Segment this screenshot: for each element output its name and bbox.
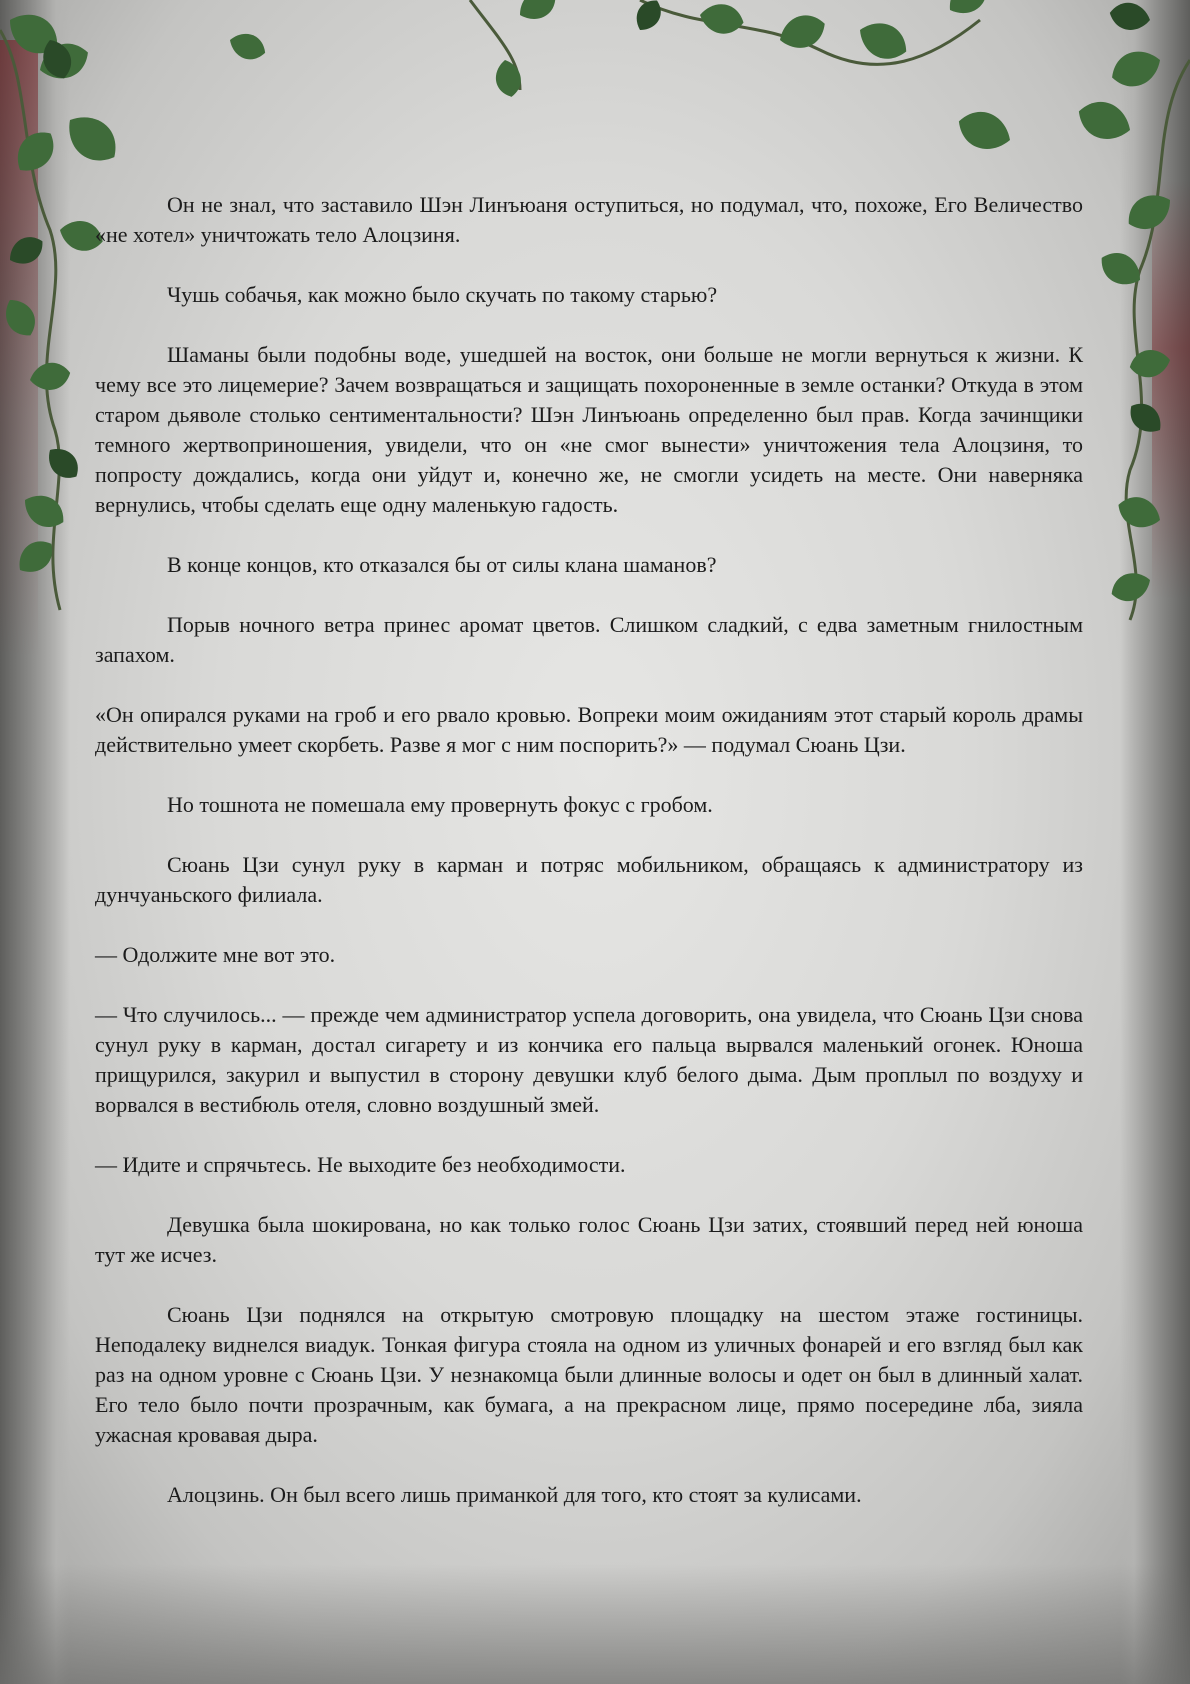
paragraph: Девушка была шокирована, но как только голос Сюань Цзи затих, стоявший перед ней юноша тут же исчез. (95, 1212, 1083, 1267)
paragraph: Чушь собачья, как можно было скучать по такому старью? (167, 282, 718, 307)
paragraph: — Идите и спрячьтесь. Не выходите без необходимости. (95, 1152, 626, 1177)
paragraph: «Он опирался руками на гроб и его рвало кровью. Вопреки моим ожиданиям этот старый король драмы действительно умеет скорбеть. Разве я мог с ним поспорить?» — подумал Сюань Цзи. (95, 702, 1083, 757)
paragraph: Алоцзинь. Он был всего лишь приманкой для того, кто стоят за кулисами. (167, 1482, 862, 1507)
paragraph: Порыв ночного ветра принес аромат цветов. Слишком сладкий, с едва заметным гнилостным запахом. (95, 612, 1083, 667)
paragraph: Шаманы были подобны воде, ушедшей на восток, они больше не могли вернуться к жизни. К чему все это лицемерие? Зачем возвращаться и защищать похороненные в земле останки? Откуда в этом старом дьяволе столько сентиментальности? Шэн Линъюань определенно был прав. Когда зачинщики темного жертвоприношения, увидели, что он «не смог вынести» уничтожения тела Алоцзиня, то попросту дождались, когда они уйдут и, конечно же, не смогли усидеть на месте. Они наверняка вернулись, чтобы сделать еще одну маленькую гадость. (95, 342, 1083, 517)
bottom-shadow (0, 1564, 1190, 1684)
document-body (95, 190, 1083, 1540)
paragraph: — Что случилось... — прежде чем администратор успела договорить, она увидела, что Сюань Цзи снова сунул руку в карман, достал сигарету и из кончика его пальца вырвался маленький огонек. Юноша прищурился, закурил и выпустил в сторону девушки клуб белого дыма. Дым проплыл по воздуху и ворвался в вестибюль отеля, словно воздушный змей. (95, 1002, 1083, 1117)
paragraph: Но тошнота не помешала ему провернуть фокус с гробом. (167, 792, 713, 817)
paragraph: — Одолжите мне вот это. (95, 942, 336, 967)
paragraph: Сюань Цзи поднялся на открытую смотровую площадку на шестом этаже гостиницы. Неподалеку виднелся виадук. Тонкая фигура стояла на одном из уличных фонарей и его взгляд был как раз на одном уровне с Сюань Цзи. У незнакомца были длинные волосы и одет он был в длинный халат. Его тело было почти прозрачным, как бумага, а на прекрасном лице, прямо посередине лба, зияла ужасная кровавая дыра. (95, 1302, 1083, 1447)
paragraph: Он не знал, что заставило Шэн Линъюаня оступиться, но подумал, что, похоже, Его Величество «не хотел» уничтожать тело Алоцзиня. (95, 192, 1083, 247)
paragraph: В конце концов, кто отказался бы от силы клана шаманов? (167, 552, 717, 577)
paragraph: Сюань Цзи сунул руку в карман и потряс мобильником, обращаясь к администратору из дунчуаньского филиала. (95, 852, 1083, 907)
